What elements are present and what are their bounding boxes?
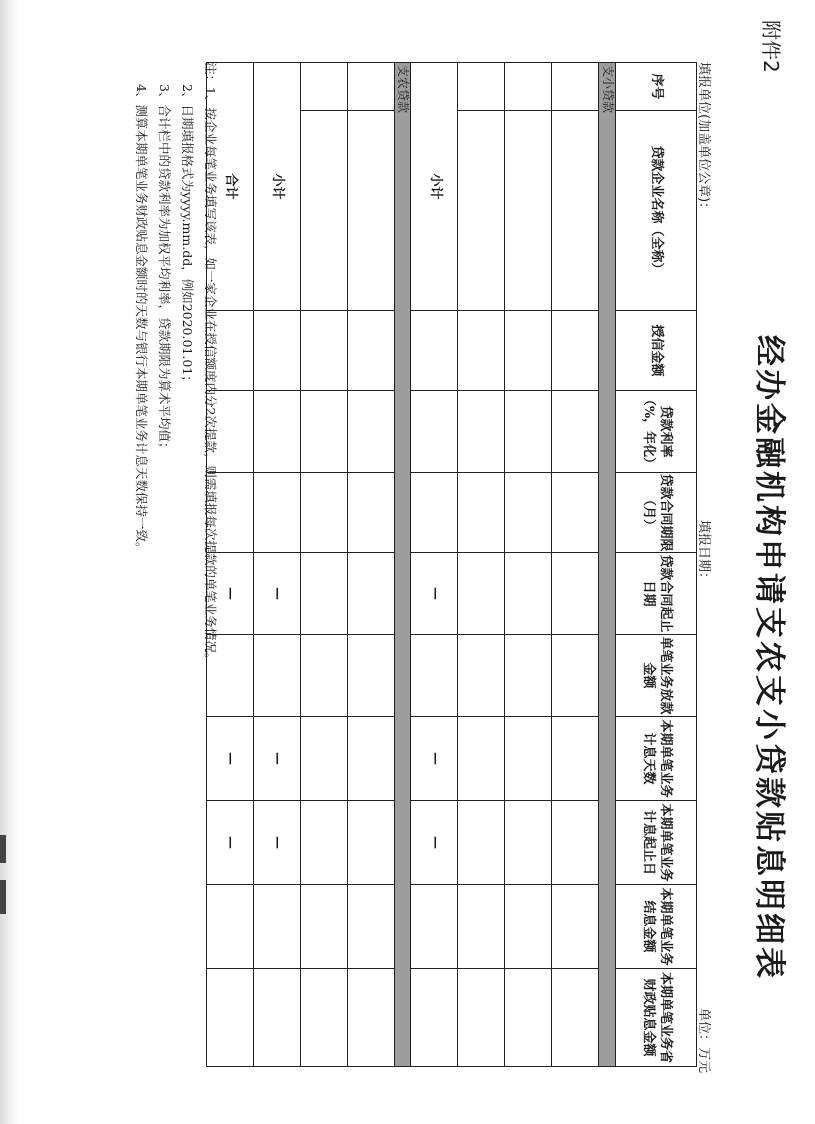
- section-row-agri-loans: [394, 63, 411, 1067]
- dash-cell: —: [253, 801, 300, 885]
- notes-block: [130, 62, 222, 665]
- table-row: [300, 63, 347, 1067]
- subtotal-label: 小计: [253, 63, 300, 311]
- fill-date-label: 填报日期：: [696, 520, 711, 586]
- subtotal-row: [411, 63, 458, 1067]
- section-row-small-loans: [599, 63, 616, 1067]
- note-line: 注：1、按企业每笔业务填写该表，如一家企业在授信额度内分2次提款，则需填报每次提款的单笔业务情况。: [203, 62, 218, 666]
- dash-cell: —: [411, 801, 458, 885]
- subtotal-row: [253, 63, 300, 1067]
- form-title: 经办金融机构申请支农支小贷款贴息明细表: [751, 335, 787, 981]
- note-line: 2、日期填报格式为yyyy.mm.dd，例如2020.01.01；: [180, 84, 195, 388]
- section-label: 支农贷款: [394, 63, 411, 1067]
- col-header-interest-days: 本期单笔业务计息天数: [616, 717, 697, 801]
- col-header-contract-dates: 贷款合同起止日期: [616, 553, 697, 635]
- fill-unit-label: 填报单位(加盖单位公章)：: [696, 62, 711, 216]
- dash-cell: —: [411, 717, 458, 801]
- subtotal-label: 小计: [411, 63, 458, 311]
- header-row: [616, 63, 697, 1067]
- col-header-rate: 贷款利率（%，年化）: [616, 391, 697, 473]
- table-row: [458, 63, 505, 1067]
- col-header-term: 贷款合同期限（月）: [616, 473, 697, 553]
- unit-label: 单位：万元: [696, 1008, 711, 1074]
- col-header-loan-amount: 单笔业务放款金额: [616, 635, 697, 717]
- subsidy-detail-table: [206, 62, 697, 1067]
- attachment-label: 附件2: [759, 20, 783, 73]
- col-header-index: 序号: [616, 63, 697, 111]
- col-header-subsidy-amount: 本期单笔业务省财政贴息金额: [616, 969, 697, 1067]
- table-row: [347, 63, 394, 1067]
- dash-cell: —: [206, 717, 253, 801]
- note-line: 3、合计栏中的贷款利率为加权平均利率，贷款期限为算术平均值；: [157, 84, 172, 455]
- table-row: [552, 63, 599, 1067]
- col-header-company: 贷款企业名称（全称）: [616, 111, 697, 311]
- dash-cell: —: [206, 553, 253, 635]
- col-header-credit: 授信金额: [616, 311, 697, 391]
- col-header-interest-dates: 本期单笔业务计息起止日: [616, 801, 697, 885]
- section-label: 支小贷款: [599, 63, 616, 1067]
- col-header-interest-amount: 本期单笔业务结息金额: [616, 885, 697, 969]
- dash-cell: —: [253, 553, 300, 635]
- dash-cell: —: [411, 553, 458, 635]
- dash-cell: —: [253, 717, 300, 801]
- total-label: 合计: [206, 63, 253, 311]
- note-line: 4、测算本期单笔业务财政贴息金额时的天数与银行本期单笔业务计息天数保持一致。: [134, 84, 149, 555]
- table-row: [505, 63, 552, 1067]
- dash-cell: —: [206, 801, 253, 885]
